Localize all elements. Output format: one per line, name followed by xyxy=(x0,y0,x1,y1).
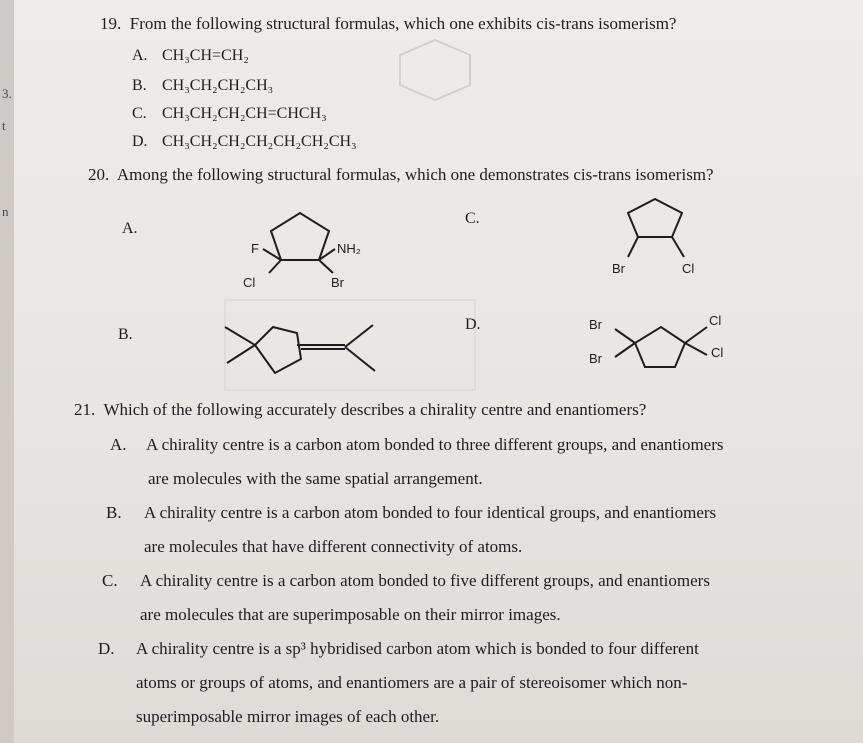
q21-option-b-line2: are molecules that have different connectivity of atoms. xyxy=(144,537,523,556)
q19-heading xyxy=(100,14,676,34)
q21-option-b-letter: B. xyxy=(106,503,122,522)
q21-option-d xyxy=(98,638,699,660)
q21-heading xyxy=(74,399,646,421)
q21-option-d-line2: atoms or groups of atoms, and enantiomers are a pair of stereoisomer which non- xyxy=(136,673,688,692)
q21-text: Which of the following accurately describes a chirality centre and enantiomers? xyxy=(103,400,647,419)
q19-text: From the following structural formulas, which one exhibits cis-trans isomerism? xyxy=(129,14,677,33)
q19-option-c xyxy=(132,104,327,124)
atom-d-br-1: Br xyxy=(589,317,602,332)
structure-d xyxy=(585,305,745,385)
q21-option-d-line1: A chirality centre is a sp³ hybridised carbon atom which is bonded to four different xyxy=(136,639,699,658)
q21-option-c-line1: A chirality centre is a carbon atom bonded to five different groups, and enantiomers xyxy=(140,571,710,590)
atom-d-cl-2: Cl xyxy=(711,345,724,360)
q21-option-d-line3: superimposable mirror images of each other. xyxy=(136,707,440,726)
q19-option-c-text: CH₃CH₂CH₂CH=CHCH₃ xyxy=(162,105,327,122)
q21-option-a-line2: are molecules with the same spatial arrangement. xyxy=(148,469,483,488)
q21-option-b xyxy=(106,502,716,524)
structure-c xyxy=(600,195,720,285)
atom-a-cl: Cl xyxy=(243,275,256,290)
q19-option-a-letter: A. xyxy=(132,47,148,64)
q20-label-a: A. xyxy=(122,220,138,237)
q19-option-c-letter: C. xyxy=(132,105,147,122)
atom-a-f: F xyxy=(251,241,259,256)
q21-option-c-letter: C. xyxy=(102,571,118,590)
atom-d-cl-1: Cl xyxy=(709,313,722,328)
q19-option-a-text: CH₃CH=CH₂ xyxy=(162,47,249,64)
q21-option-d-letter: D. xyxy=(98,639,115,658)
q19-option-a xyxy=(132,46,249,66)
q20-label-b: B. xyxy=(118,326,133,343)
q19-number: 19. xyxy=(100,14,122,33)
atom-a-br: Br xyxy=(331,275,344,290)
q21-option-a-letter: A. xyxy=(110,435,127,454)
q20-heading xyxy=(88,165,714,185)
q19-option-d-letter: D. xyxy=(132,133,148,150)
q21-option-a xyxy=(110,434,724,456)
q20-number: 20. xyxy=(88,165,110,184)
q20-text: Among the following structural formulas, which one demonstrates cis-trans isomerism? xyxy=(116,165,714,184)
atom-c-cl: Cl xyxy=(682,261,695,276)
q21-option-b-line1: A chirality centre is a carbon atom bonded to four identical groups, and enantiomers xyxy=(144,503,717,522)
structure-a xyxy=(235,205,375,295)
q21-option-c xyxy=(102,570,710,592)
q19-option-b-text: CH₃CH₂CH₂CH₃ xyxy=(162,77,274,94)
atom-a-nh2: NH₂ xyxy=(337,241,361,256)
q19-option-b xyxy=(132,76,273,96)
q19-option-d-text: CH₃CH₂CH₂CH₂CH₂CH₂CH₃ xyxy=(162,133,357,150)
q21-number: 21. xyxy=(74,400,96,419)
q20-label-c: C. xyxy=(465,210,480,227)
q20-label-d: D. xyxy=(465,316,481,333)
q19-option-b-letter: B. xyxy=(132,77,147,94)
page-edge: 3. t n xyxy=(0,0,14,743)
q19-option-d xyxy=(132,132,357,152)
q21-option-c-line2: are molecules that are superimposable on their mirror images. xyxy=(140,605,561,624)
atom-d-br-2: Br xyxy=(589,351,602,366)
q21-option-a-line1: A chirality centre is a carbon atom bonded to three different groups, and enantiomers xyxy=(146,435,724,454)
atom-c-br: Br xyxy=(612,261,625,276)
structure-b xyxy=(215,305,395,385)
